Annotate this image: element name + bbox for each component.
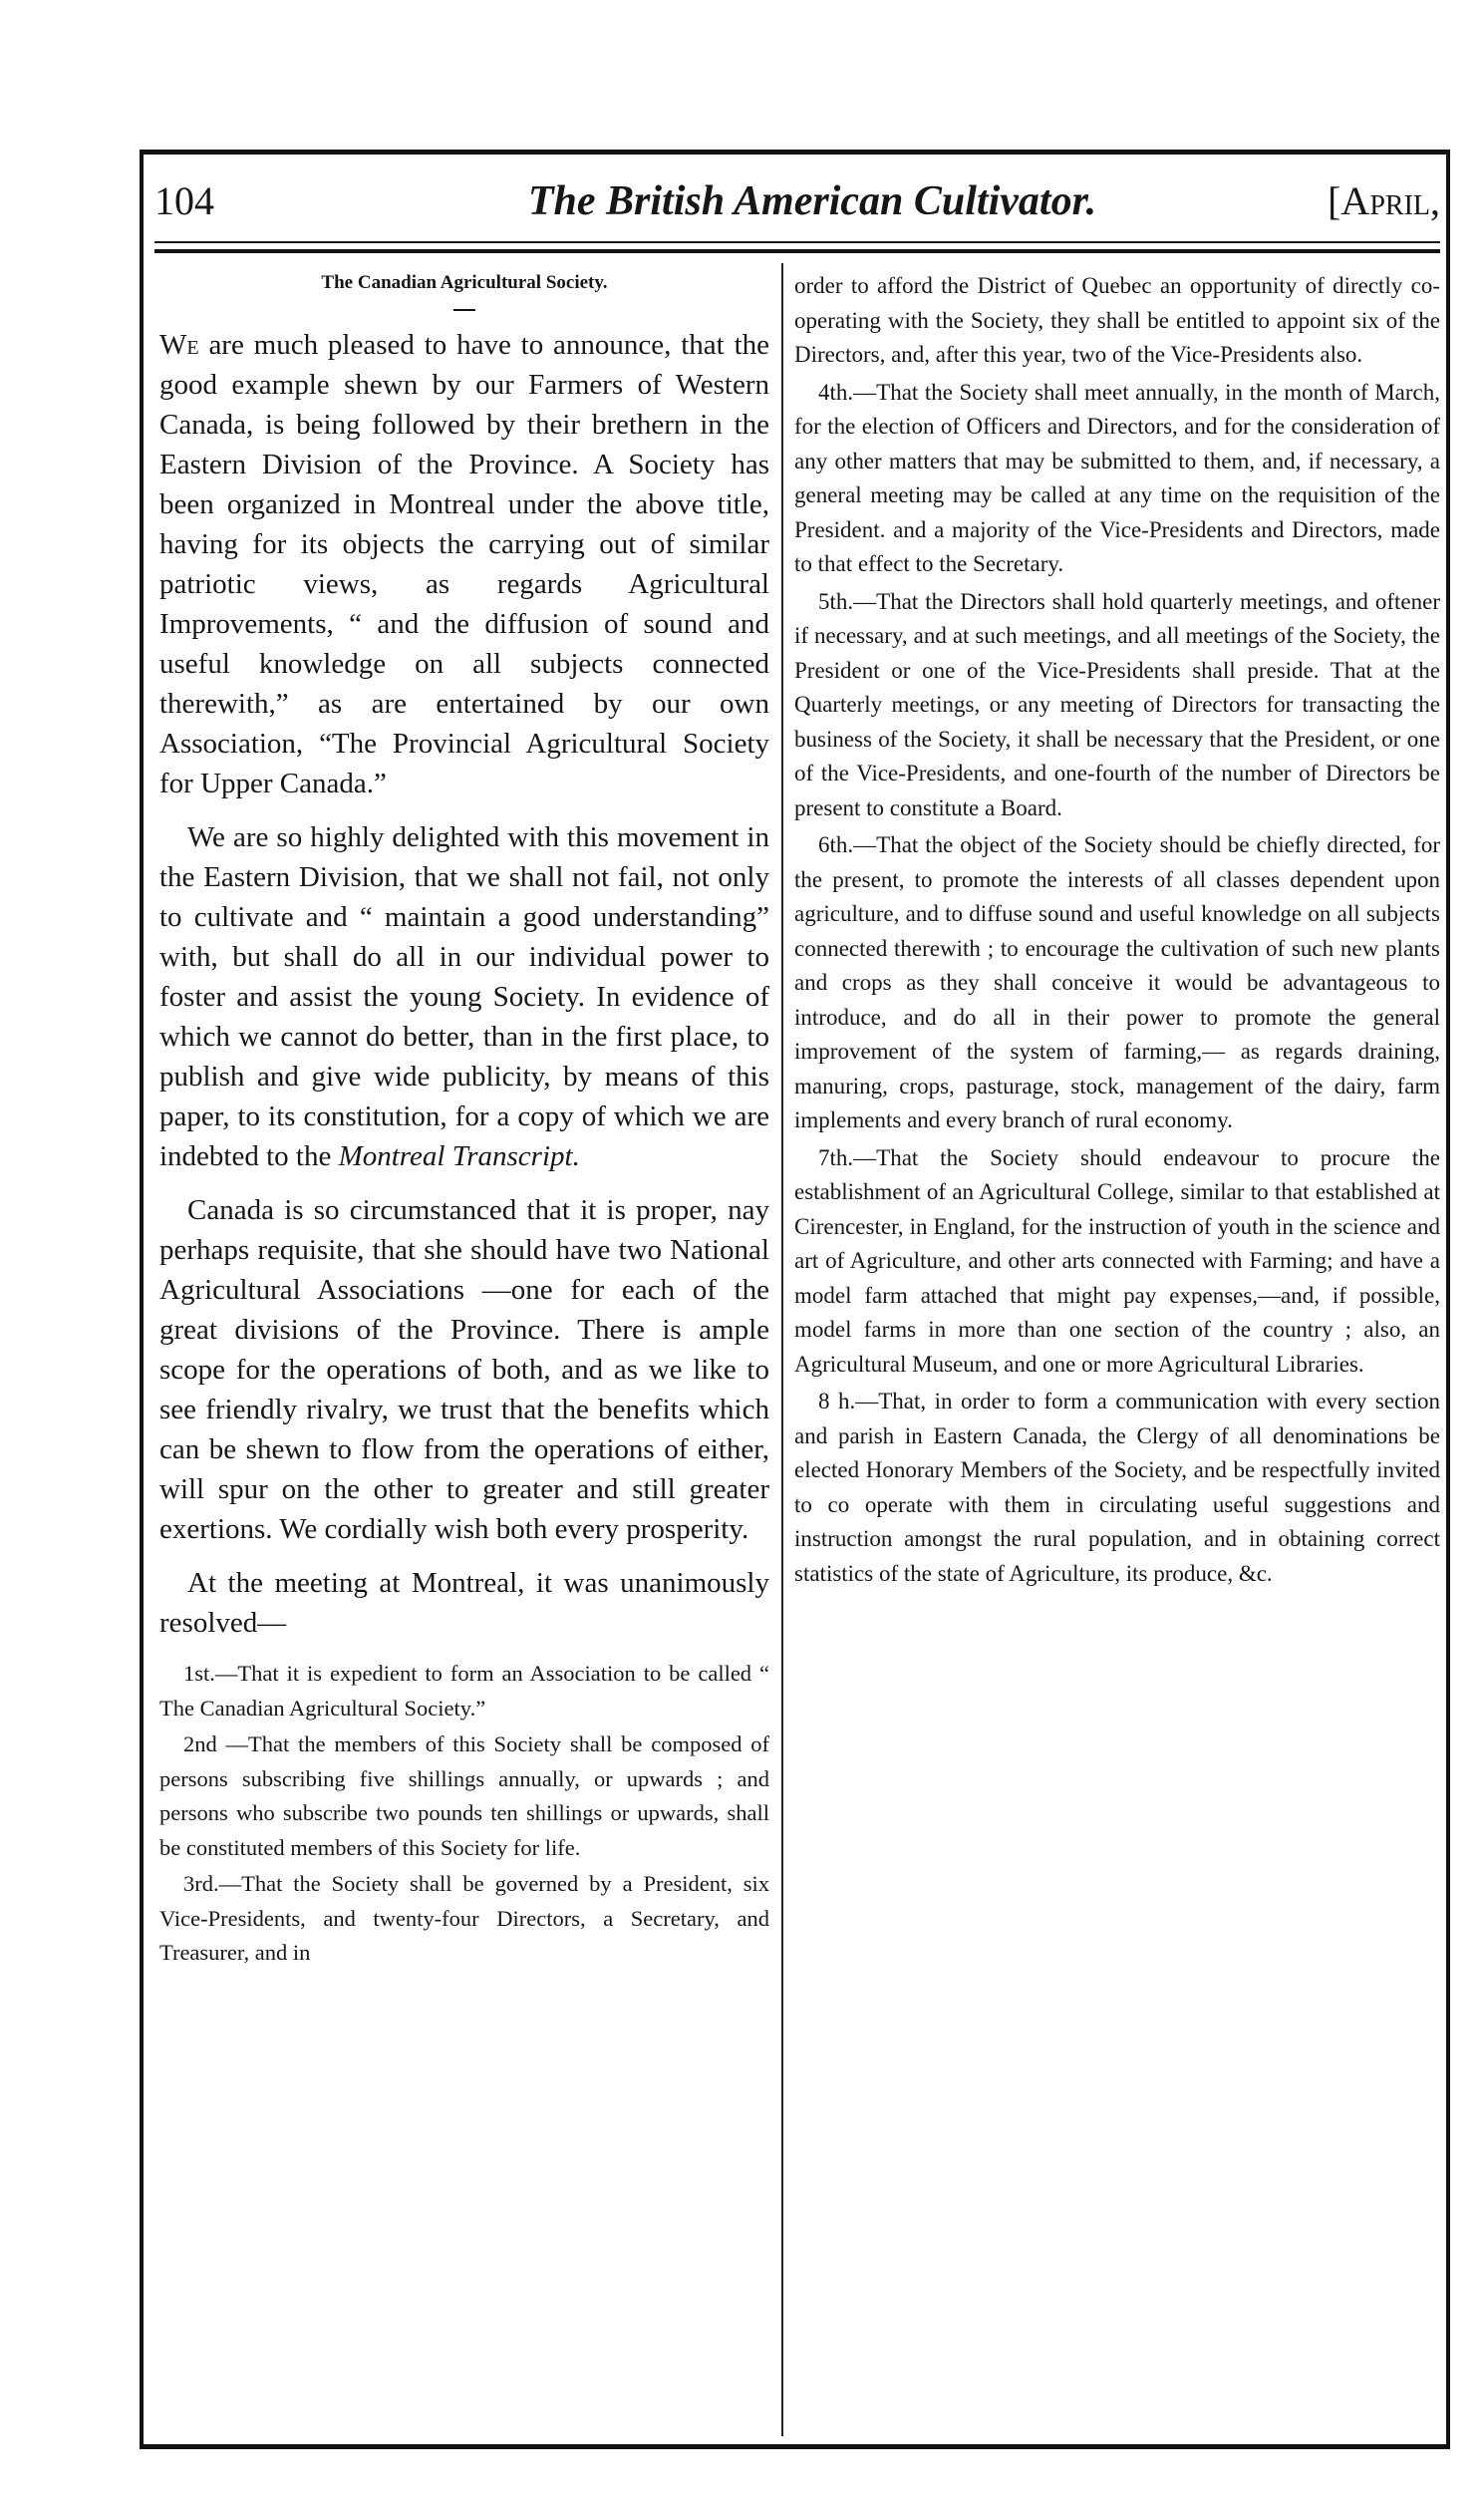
second-paragraph-text: We are so highly delighted with this movement in the Eastern Division, that we shall not fail, not only to cultivate and “ maintain a good understanding” with, but shall do all in our individual power to foster and assist the young Society. In evidence of which we cannot do better, than in the first place, to publish and give wide publicity, by means of this paper, to its constitution, for a copy of which we are indebted to the [159, 821, 769, 1172]
left-column [159, 269, 769, 1973]
resolution-3: 3rd.—That the Society shall be governed by a President, six Vice-Presidents, and twenty-four Directors, a Secretary, and Treasurer, and in [159, 1871, 769, 1965]
page-number: 104 [154, 178, 214, 223]
article-title: The Canadian Agricultural Society. [321, 272, 608, 293]
source-name: Montreal Transcript. [338, 1140, 580, 1172]
intro-paragraph [159, 325, 769, 803]
page-border-top [140, 150, 1450, 155]
right-column [794, 269, 1440, 1594]
resolution-6: 6th.—That the object of the Society should be chiefly directed, for the present, to promote the interests of all classes dependent upon agriculture, and to diffuse sound and useful knowledge on all subjects connected therewith ; to encourage the cultivation of such new plants and crops as they shall conceive it would be advantageous to introduce, and do all in their power to promote the general improvement of the system of farming,— as regards draining, manuring, crops, pasturage, stock, management of the dairy, farm implements and every branch of rural economy. [794, 832, 1440, 1132]
column-divider [781, 263, 783, 2436]
resolution-8: 8 h.—That, in order to form a communication with every section and parish in Eastern Canada, the Clergy of all denominations be elected Honorary Members of the Society, and be respectfully invited to co operate with them in circulating useful suggestions and instruction amongst the rural population, and in obtaining correct statistics of the state of Agriculture, its produce, &c. [794, 1389, 1440, 1586]
resolution-7: 7th.—That the Society should endeavour to procure the establishment of an Agricultural College, similar to that established at Cirencester, in England, for the instruction of youth in the science and art of Agriculture, and other arts connected with Farming; and have a model farm attached that might pay expenses,—and, if possible, model farms in more than one section of the country ; also, an Agricultural Museum, and one or more Agricultural Libraries. [794, 1144, 1440, 1377]
header-rule-thick [154, 249, 1440, 253]
issue-month: [April, [1328, 178, 1440, 223]
resolution-4: 4th.—That the Society shall meet annually, in the month of March, for the election of Officers and Directors, and for the consideration of any other matters that may be submitted to them, and, if necessary, a general meeting may be called at any time on the requisition of the President. and a majority of the Vice-Presidents and Directors, made to that effect to the Secretary. [794, 379, 1440, 576]
second-paragraph [159, 817, 769, 1176]
newspaper-page [115, 150, 1455, 2472]
header-rule-thin [154, 241, 1440, 243]
resolution-3-continued: order to afford the District of Quebec an opportunity of directly co-operating with the Society, they shall be entitled to appoint six of the Directors, and, after this year, two of the Vice-Presidents also. [794, 273, 1440, 367]
third-paragraph: Canada is so circumstanced that it is proper, nay perhaps requisite, that she should have two National Agricultural Associations —one for each of the great divisions of the Province. There is ample scope for the operations of both, and as we like to see friendly rivalry, we trust that the benefits which can be shewn to flow from the operations of either, will spur on the other to greater and still greater exertions. We cordially wish both every prosperity. [159, 1194, 769, 1545]
resolution-5: 5th.—That the Directors shall hold quarterly meetings, and oftener if necessary, and at such meetings, and all meetings of the Society, the President or one of the Vice-Presidents shall preside. That at the Quarterly meetings, or any meeting of Directors for transacting the business of the Society, it shall be necessary that the President, or one of the Vice-Presidents, and one-fourth of the number of Directors be present to constitute a Board. [794, 588, 1440, 820]
page-border-bottom [140, 2444, 1450, 2449]
page-border-left [140, 150, 144, 2449]
title-dash [453, 309, 475, 311]
meeting-paragraph: At the meeting at Montreal, it was unanimously resolved— [159, 1567, 769, 1639]
resolution-1: 1st.—That it is expedient to form an Association to be called “ The Canadian Agricultural Society.” [159, 1661, 769, 1721]
running-title: The British American Cultivator. [527, 178, 1097, 224]
intro-text: are much pleased to have to announce, that the good example shewn by our Farmers of Western Canada, is being followed by their brethern in the Eastern Division of the Province. A Society has been organized in Montreal under the above title, having for its objects the carrying out of similar patriotic views, as regards Agricultural Improvements, “ and the diffusion of sound and useful knowledge on all subjects connected therewith,” as are entertained by our own Association, “The Provincial Agricultural Society for Upper Canada.” [159, 329, 769, 799]
page-header [154, 171, 1440, 231]
resolution-2: 2nd —That the members of this Society shall be composed of persons subscribing five shillings annually, or upwards ; and persons who subscribe two pounds ten shillings or upwards, shall be constituted members of this Society for life. [159, 1731, 769, 1860]
page-border-right [1446, 150, 1450, 2449]
lead-word: We [159, 329, 199, 361]
